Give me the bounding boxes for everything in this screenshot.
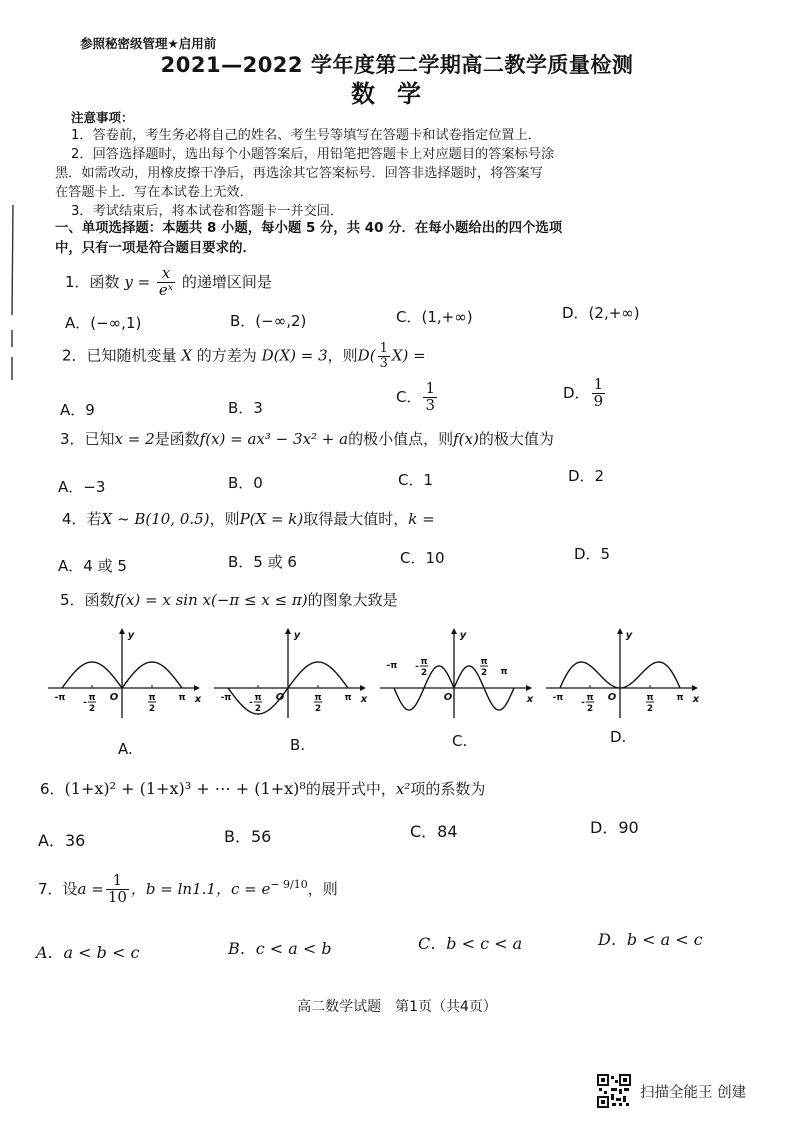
y-axis-arrow <box>617 628 623 634</box>
q6-option-b: B．56 <box>224 827 272 846</box>
q5-prefix: 5．函数 <box>60 591 115 609</box>
q3-suffix: 的极大值为 <box>478 430 554 448</box>
x-axis-arrow <box>526 685 532 691</box>
q2-c-num: 1 <box>425 379 436 397</box>
tick-half-pi-den: 2 <box>148 704 156 714</box>
origin-label: O <box>109 692 119 703</box>
x-axis-arrow <box>194 685 200 691</box>
q2-d-letter: D． <box>563 383 590 402</box>
q7-option-d: D．b < a < c <box>598 930 703 949</box>
q1-option-c: C．(1,+∞) <box>396 308 473 326</box>
q3-expr3: f(x) <box>453 430 479 448</box>
tick-half-pi-num: π <box>480 657 488 667</box>
q1-frac-den: eˣ <box>158 280 174 299</box>
q5-graph-b <box>210 622 370 722</box>
section-heading-line-1: 一、单项选择题：本题共 8 小题，每小题 5 分，共 40 分．在每小题给出的四个选项 <box>55 221 563 236</box>
question-2 <box>62 342 426 370</box>
q4-mid: ，则 <box>209 510 240 528</box>
q5-suffix: 的图象大致是 <box>307 591 398 609</box>
question-5 <box>60 589 398 610</box>
q2-frac-den: 3 <box>379 355 388 371</box>
q2-mid: 的方差为 <box>196 346 257 365</box>
q2-d-fraction <box>592 377 606 410</box>
q1-frac-num: x <box>157 266 175 283</box>
q2-option-c <box>396 381 439 414</box>
tick-half-pi-den: 2 <box>646 704 654 714</box>
tick-neg-half-pi-minus: - <box>83 698 87 708</box>
tick-pi: π <box>178 693 186 703</box>
note-line-5: 3．考试结束后，将本试卷和答题卡一并交回． <box>71 204 344 219</box>
q6-mid: 的展开式中， <box>305 780 396 798</box>
question-7 <box>38 873 338 906</box>
q4-mid2: 取得最大值时， <box>303 510 409 528</box>
q2-d-den: 9 <box>593 391 604 410</box>
q7-a-num: 1 <box>106 873 129 890</box>
question-3 <box>60 428 554 449</box>
note-line-3: 黑．如需改动，用橡皮擦干净后，再选涂其它答案标号．回答非选择题时，将答案写 <box>55 166 543 181</box>
q7-a-den: 10 <box>107 887 127 906</box>
q2-var: X <box>181 346 193 365</box>
q1-fraction <box>157 266 175 299</box>
tick-half-pi-num: π <box>314 693 322 703</box>
y-axis-label: y <box>625 630 633 641</box>
q7-suffix: ，则 <box>307 879 338 898</box>
tick-neg-half-pi-num: π <box>254 693 262 703</box>
q2-expr1: D(X) = 3 <box>261 346 328 365</box>
q5-option-d-label: D. <box>610 728 627 746</box>
x-axis-arrow <box>692 685 698 691</box>
q1-expr-lhs: y = <box>124 272 151 291</box>
exam-title: 2021—2022 学年度第二学期高二教学质量检测 <box>160 53 634 77</box>
q1-option-d: D．(2,+∞) <box>562 304 640 322</box>
tick-neg-pi: -π <box>386 661 398 671</box>
q4-option-c: C．10 <box>400 549 445 567</box>
x-axis-label: x <box>692 694 700 705</box>
y-axis-label: y <box>459 630 467 641</box>
tick-neg-half-pi-num: π <box>420 657 428 667</box>
q2-c-letter: C． <box>396 387 422 406</box>
origin-label: O <box>275 692 285 703</box>
q5-option-c-label: C. <box>452 732 468 750</box>
q1-suffix: 的递增区间是 <box>181 272 272 291</box>
q2-b-text: 3 <box>253 399 263 417</box>
q1-option-a: A．(−∞,1) <box>65 314 142 332</box>
tick-neg-half-pi-num: π <box>88 693 96 703</box>
q2-b-letter: B． <box>228 399 254 417</box>
q3-option-d: D．2 <box>568 467 605 485</box>
q2-fraction <box>378 342 390 370</box>
q6-prefix: 6． <box>40 780 65 798</box>
y-axis-label: y <box>293 630 301 641</box>
tick-pi: π <box>500 667 508 677</box>
origin-label: O <box>443 692 453 703</box>
q2-d-num: 1 <box>593 375 604 393</box>
q7-a-fraction <box>106 873 129 906</box>
scanner-watermark: 扫描全能王 创建 <box>640 1085 747 1101</box>
q7-c-lhs: c = e <box>230 879 271 898</box>
q4-option-d: D．5 <box>574 545 611 563</box>
question-6 <box>40 778 485 799</box>
qr-code-icon <box>597 1074 631 1108</box>
subject-title: 数学 <box>351 80 443 108</box>
tick-pi: π <box>676 693 684 703</box>
q7-b-expr: ，b = ln1.1， <box>130 879 231 898</box>
q4-expr2: P(X = k) <box>239 510 304 528</box>
note-line-1: 1．答卷前，考生务必将自己的姓名、考生号等填写在答题卡和试卷指定位置上． <box>71 128 541 143</box>
q5-graph-c <box>376 622 536 722</box>
q3-mid: 是函数 <box>154 430 200 448</box>
q3-option-a: A．−3 <box>58 478 106 496</box>
q4-prefix: 4．若 <box>62 510 102 528</box>
q2-option-a <box>60 399 95 420</box>
notes-heading: 注意事项： <box>71 110 134 125</box>
q6-option-c: C．84 <box>410 822 458 841</box>
q2-a-text: 9 <box>85 401 95 419</box>
q2-expr2-pre: D( <box>357 346 376 365</box>
q6-expr2: x² <box>395 780 411 798</box>
q6-option-a: A．36 <box>38 831 86 850</box>
q1-prefix: 1．函数 <box>65 272 120 291</box>
q4-expr1: X ~ B(10, 0.5) <box>101 510 210 528</box>
x-axis-label: x <box>360 694 368 705</box>
q2-c-fraction <box>423 381 437 414</box>
q7-a-lhs: a = <box>77 879 104 898</box>
q2-frac-num: 1 <box>379 341 388 356</box>
x-axis-label: x <box>194 694 202 705</box>
q4-option-b: B．5 或 6 <box>228 553 297 571</box>
q4-option-a: A．4 或 5 <box>58 557 127 575</box>
q3-mid2: 的极小值点，则 <box>348 430 454 448</box>
q6-option-d: D．90 <box>590 818 639 837</box>
question-1 <box>65 266 272 299</box>
q2-prefix: 2．已知随机变量 <box>62 346 177 365</box>
q3-expr1: x = 2 <box>114 430 155 448</box>
q5-expr: f(x) = x sin x(−π ≤ x ≤ π) <box>114 591 308 609</box>
tick-neg-half-pi-den: 2 <box>420 668 428 678</box>
q3-prefix: 3．已知 <box>60 430 115 448</box>
q2-option-b <box>228 397 263 418</box>
confidentiality-label: 参照秘密级管理★启用前 <box>80 36 217 51</box>
q7-prefix: 7．设 <box>38 879 78 898</box>
tick-neg-pi: -π <box>220 693 232 703</box>
tick-neg-half-pi-den: 2 <box>88 704 96 714</box>
q5-graph-d <box>542 622 702 722</box>
tick-neg-half-pi-minus: - <box>415 662 419 672</box>
q2-expr2-post: X) = <box>391 346 426 365</box>
note-line-2: 2．回答选择题时，选出每个小题答案后，用铅笔把答题卡上对应题目的答案标号涂 <box>71 147 555 162</box>
q6-suffix: 项的系数为 <box>410 780 486 798</box>
tick-neg-half-pi-num: π <box>586 693 594 703</box>
x-axis-label: x <box>526 694 534 705</box>
section-heading-line-2: 中，只有一项是符合题目要求的． <box>55 241 256 256</box>
tick-neg-pi: -π <box>552 693 564 703</box>
q5-option-b-label: B. <box>290 736 306 754</box>
q7-c-exponent: − 9/10 <box>270 877 308 891</box>
tick-pi: π <box>344 693 352 703</box>
tick-neg-half-pi-den: 2 <box>586 704 594 714</box>
y-axis-arrow <box>285 628 291 634</box>
q3-option-c: C．1 <box>398 471 434 489</box>
q6-expr: (1+x)² + (1+x)³ + ⋯ + (1+x)⁸ <box>64 779 306 798</box>
tick-half-pi-num: π <box>148 693 156 703</box>
tick-half-pi-num: π <box>646 693 654 703</box>
q5-option-a-label: A. <box>118 740 133 758</box>
q7-option-a: A．a < b < c <box>36 943 140 962</box>
q4-expr3: k = <box>408 510 435 528</box>
margin-mark <box>8 205 18 385</box>
tick-neg-half-pi-minus: - <box>581 698 585 708</box>
tick-neg-pi: -π <box>54 693 66 703</box>
q1-option-b: B．(−∞,2) <box>230 312 307 330</box>
y-axis-label: y <box>127 630 135 641</box>
q7-option-c: C．b < c < a <box>418 934 523 953</box>
question-4 <box>62 508 435 529</box>
q3-expr2: f(x) = ax³ − 3x² + a <box>199 430 349 448</box>
tick-neg-half-pi-den: 2 <box>254 704 262 714</box>
tick-half-pi-den: 2 <box>480 668 488 678</box>
y-axis-arrow <box>119 628 125 634</box>
page-footer: 高二数学试题 第1页（共4页） <box>297 999 497 1015</box>
note-line-4: 在答题卡上．写在本试卷上无效． <box>55 185 253 200</box>
q5-graph-a <box>44 622 204 722</box>
tick-half-pi-den: 2 <box>314 704 322 714</box>
y-axis-arrow <box>451 628 457 634</box>
q2-a-letter: A． <box>60 401 86 419</box>
q2-c-den: 3 <box>425 395 436 414</box>
origin-label: O <box>607 692 617 703</box>
tick-neg-half-pi-minus: - <box>249 698 253 708</box>
x-axis-arrow <box>360 685 366 691</box>
q2-mid2: ，则 <box>327 346 358 365</box>
q3-option-b: B．0 <box>228 474 263 492</box>
q2-option-d <box>563 377 607 410</box>
q7-option-b: B．c < a < b <box>228 939 332 958</box>
